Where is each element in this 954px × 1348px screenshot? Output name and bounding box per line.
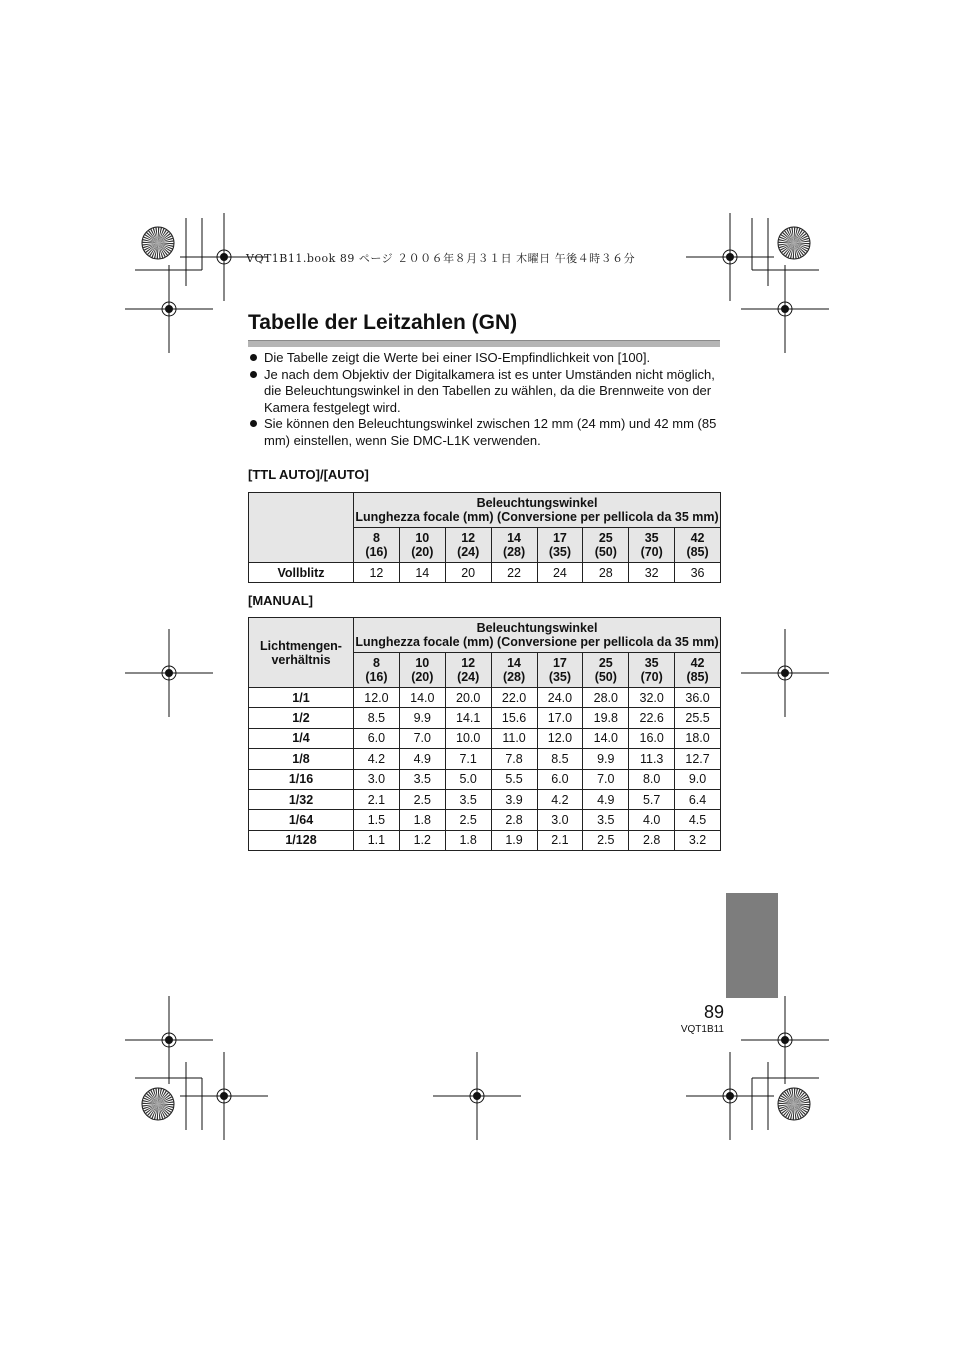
focal-length-value: 25	[598, 531, 613, 545]
guide-number-cell: 6.0	[354, 728, 400, 748]
header-line-2: Lunghezza focale (mm) (Conversione per pellicola da 35 mm)	[355, 635, 719, 649]
row-label: 1/4	[249, 728, 354, 748]
manual-label: [MANUAL]	[248, 593, 313, 608]
registration-starburst	[142, 227, 174, 259]
guide-number-cell: 7.1	[445, 749, 491, 769]
focal-length-equivalent: (35)	[548, 670, 572, 684]
document-code: VQT1B11	[680, 1024, 724, 1035]
guide-number-cell: 18.0	[675, 728, 721, 748]
guide-number-cell: 2.1	[537, 830, 583, 850]
focal-length-equivalent: (35)	[548, 545, 572, 559]
guide-number-cell: 6.4	[675, 789, 721, 809]
guide-number-cell: 3.2	[675, 830, 721, 850]
guide-number-cell: 11.3	[629, 749, 675, 769]
guide-number-cell: 36	[675, 563, 721, 583]
registration-crosshair	[180, 213, 268, 301]
focal-length-value: 17	[552, 656, 567, 670]
guide-number-cell: 12.7	[675, 749, 721, 769]
focal-length-value: 8	[372, 656, 380, 670]
focal-length-value: 14	[507, 656, 522, 670]
registration-crosshair	[125, 996, 213, 1084]
guide-number-cell: 20.0	[445, 688, 491, 708]
guide-number-cell: 14	[399, 563, 445, 583]
registration-crosshair	[125, 265, 213, 353]
guide-number-cell: 2.1	[354, 789, 400, 809]
guide-number-cell: 4.0	[629, 810, 675, 830]
guide-number-cell: 9.0	[675, 769, 721, 789]
guide-number-cell: 3.5	[445, 789, 491, 809]
registration-crosshair	[433, 1052, 521, 1140]
guide-number-cell: 1.8	[445, 830, 491, 850]
corner-line-1: Lichtmengen-	[260, 638, 342, 653]
guide-number-cell: 8.5	[354, 708, 400, 728]
guide-number-cell: 2.5	[399, 789, 445, 809]
guide-number-cell: 14.0	[583, 728, 629, 748]
guide-number-cell: 12	[354, 563, 400, 583]
focal-length-equivalent: (70)	[640, 670, 663, 684]
guide-number-cell: 19.8	[583, 708, 629, 728]
guide-number-cell: 9.9	[583, 749, 629, 769]
focal-length-equivalent: (28)	[502, 545, 526, 559]
print-header-info: VQT1B11.book 89 ページ ２００６年８月３１日 木曜日 午後４時３６分	[246, 252, 636, 265]
focal-length-value: 12	[461, 656, 476, 670]
guide-number-cell: 22.0	[491, 688, 537, 708]
guide-number-cell: 24.0	[537, 688, 583, 708]
focal-length-equivalent: (85)	[686, 545, 709, 559]
guide-number-cell: 3.5	[399, 769, 445, 789]
focal-length-value: 14	[507, 531, 522, 545]
guide-number-cell: 3.0	[354, 769, 400, 789]
registration-starburst	[142, 1088, 174, 1120]
guide-number-cell: 4.2	[354, 749, 400, 769]
focal-length-equivalent: (85)	[686, 670, 709, 684]
registration-starburst	[778, 227, 810, 259]
focal-length-equivalent: (24)	[457, 670, 480, 684]
row-label: 1/1	[249, 688, 354, 708]
guide-number-cell: 28.0	[583, 688, 629, 708]
guide-number-cell: 3.5	[583, 810, 629, 830]
guide-number-cell: 24	[537, 563, 583, 583]
guide-number-cell: 32.0	[629, 688, 675, 708]
row-label: 1/2	[249, 708, 354, 728]
registration-crosshair	[125, 629, 213, 717]
header-line-1: Beleuchtungswinkel	[476, 496, 598, 510]
guide-number-cell: 32	[629, 563, 675, 583]
corner-line-2: verhältnis	[271, 652, 331, 667]
registration-crosshair	[741, 629, 829, 717]
guide-number-cell: 2.8	[491, 810, 537, 830]
guide-number-cell: 1.5	[354, 810, 400, 830]
row-label: 1/8	[249, 749, 354, 769]
guide-number-cell: 2.5	[445, 810, 491, 830]
guide-number-cell: 11.0	[491, 728, 537, 748]
focal-length-equivalent: (70)	[640, 545, 663, 559]
focal-length-equivalent: (16)	[365, 670, 388, 684]
guide-number-cell: 8.5	[537, 749, 583, 769]
ttl-auto-label: [TTL AUTO]/[AUTO]	[248, 467, 369, 482]
registration-crosshair	[180, 1052, 268, 1140]
registration-crosshair	[741, 996, 829, 1084]
guide-number-cell: 1.1	[354, 830, 400, 850]
focal-length-value: 8	[372, 531, 380, 545]
guide-number-cell: 20	[445, 563, 491, 583]
registration-crosshair	[741, 265, 829, 353]
focal-length-equivalent: (16)	[365, 545, 388, 559]
focal-length-equivalent: (28)	[502, 670, 526, 684]
guide-number-cell: 7.8	[491, 749, 537, 769]
guide-number-cell: 17.0	[537, 708, 583, 728]
focal-length-equivalent: (24)	[457, 545, 480, 559]
focal-length-value: 10	[415, 656, 430, 670]
guide-number-cell: 4.5	[675, 810, 721, 830]
guide-number-cell: 1.2	[399, 830, 445, 850]
guide-number-cell: 36.0	[675, 688, 721, 708]
guide-number-cell: 3.9	[491, 789, 537, 809]
guide-number-cell: 5.5	[491, 769, 537, 789]
guide-number-cell: 6.0	[537, 769, 583, 789]
guide-number-cell: 16.0	[629, 728, 675, 748]
registration-crosshair	[686, 1052, 774, 1140]
guide-number-cell: 10.0	[445, 728, 491, 748]
guide-number-cell: 3.0	[537, 810, 583, 830]
guide-number-cell: 1.9	[491, 830, 537, 850]
guide-number-cell: 25.5	[675, 708, 721, 728]
guide-number-cell: 4.9	[399, 749, 445, 769]
focal-length-value: 42	[690, 656, 705, 670]
guide-number-cell: 2.8	[629, 830, 675, 850]
guide-number-cell: 4.9	[583, 789, 629, 809]
focal-length-equivalent: (20)	[411, 670, 434, 684]
focal-length-equivalent: (50)	[594, 670, 617, 684]
bullet-item: Sie können den Beleuchtungswinkel zwischen 12 mm (24 mm) und 42 mm (85 mm) einstellen, wenn Sie DMC-L1K verwenden.	[248, 416, 720, 449]
row-label: Vollblitz	[249, 563, 354, 583]
registration-starburst	[778, 1088, 810, 1120]
guide-number-cell: 22	[491, 563, 537, 583]
guide-number-cell: 12.0	[354, 688, 400, 708]
guide-number-cell: 14.1	[445, 708, 491, 728]
focal-length-value: 12	[461, 531, 476, 545]
row-label: 1/16	[249, 769, 354, 789]
guide-number-cell: 1.8	[399, 810, 445, 830]
guide-number-cell: 14.0	[399, 688, 445, 708]
guide-number-cell: 9.9	[399, 708, 445, 728]
guide-number-cell: 28	[583, 563, 629, 583]
guide-number-cell: 7.0	[583, 769, 629, 789]
header-line-2: Lunghezza focale (mm) (Conversione per pellicola da 35 mm)	[355, 510, 719, 524]
bullet-item: Die Tabelle zeigt die Werte bei einer ISO-Empfindlichkeit von [100].	[248, 350, 720, 367]
row-label: 1/32	[249, 789, 354, 809]
focal-length-value: 35	[644, 531, 659, 545]
focal-length-value: 42	[690, 531, 705, 545]
page-title: Tabelle der Leitzahlen (GN)	[248, 311, 518, 334]
guide-number-cell: 5.0	[445, 769, 491, 789]
row-label: 1/64	[249, 810, 354, 830]
focal-length-value: 17	[552, 531, 567, 545]
guide-number-cell: 15.6	[491, 708, 537, 728]
focal-length-equivalent: (50)	[594, 545, 617, 559]
focal-length-equivalent: (20)	[411, 545, 434, 559]
header-line-1: Beleuchtungswinkel	[476, 621, 598, 635]
page-number: 89	[703, 1002, 724, 1022]
focal-length-value: 25	[598, 656, 613, 670]
bullet-item: Je nach dem Objektiv der Digitalkamera ist es unter Umständen nicht möglich, die Beleuchtungswinkel in den Tabellen zu wählen, da die Brennweite von der Kamera festgelegt wird.	[248, 367, 720, 417]
focal-length-value: 35	[644, 656, 659, 670]
guide-number-cell: 2.5	[583, 830, 629, 850]
guide-number-cell: 7.0	[399, 728, 445, 748]
guide-number-cell: 22.6	[629, 708, 675, 728]
registration-crosshair	[686, 213, 774, 301]
focal-length-value: 10	[415, 531, 430, 545]
guide-number-cell: 5.7	[629, 789, 675, 809]
guide-number-cell: 4.2	[537, 789, 583, 809]
guide-number-cell: 12.0	[537, 728, 583, 748]
row-label: 1/128	[249, 830, 354, 850]
guide-number-cell: 8.0	[629, 769, 675, 789]
